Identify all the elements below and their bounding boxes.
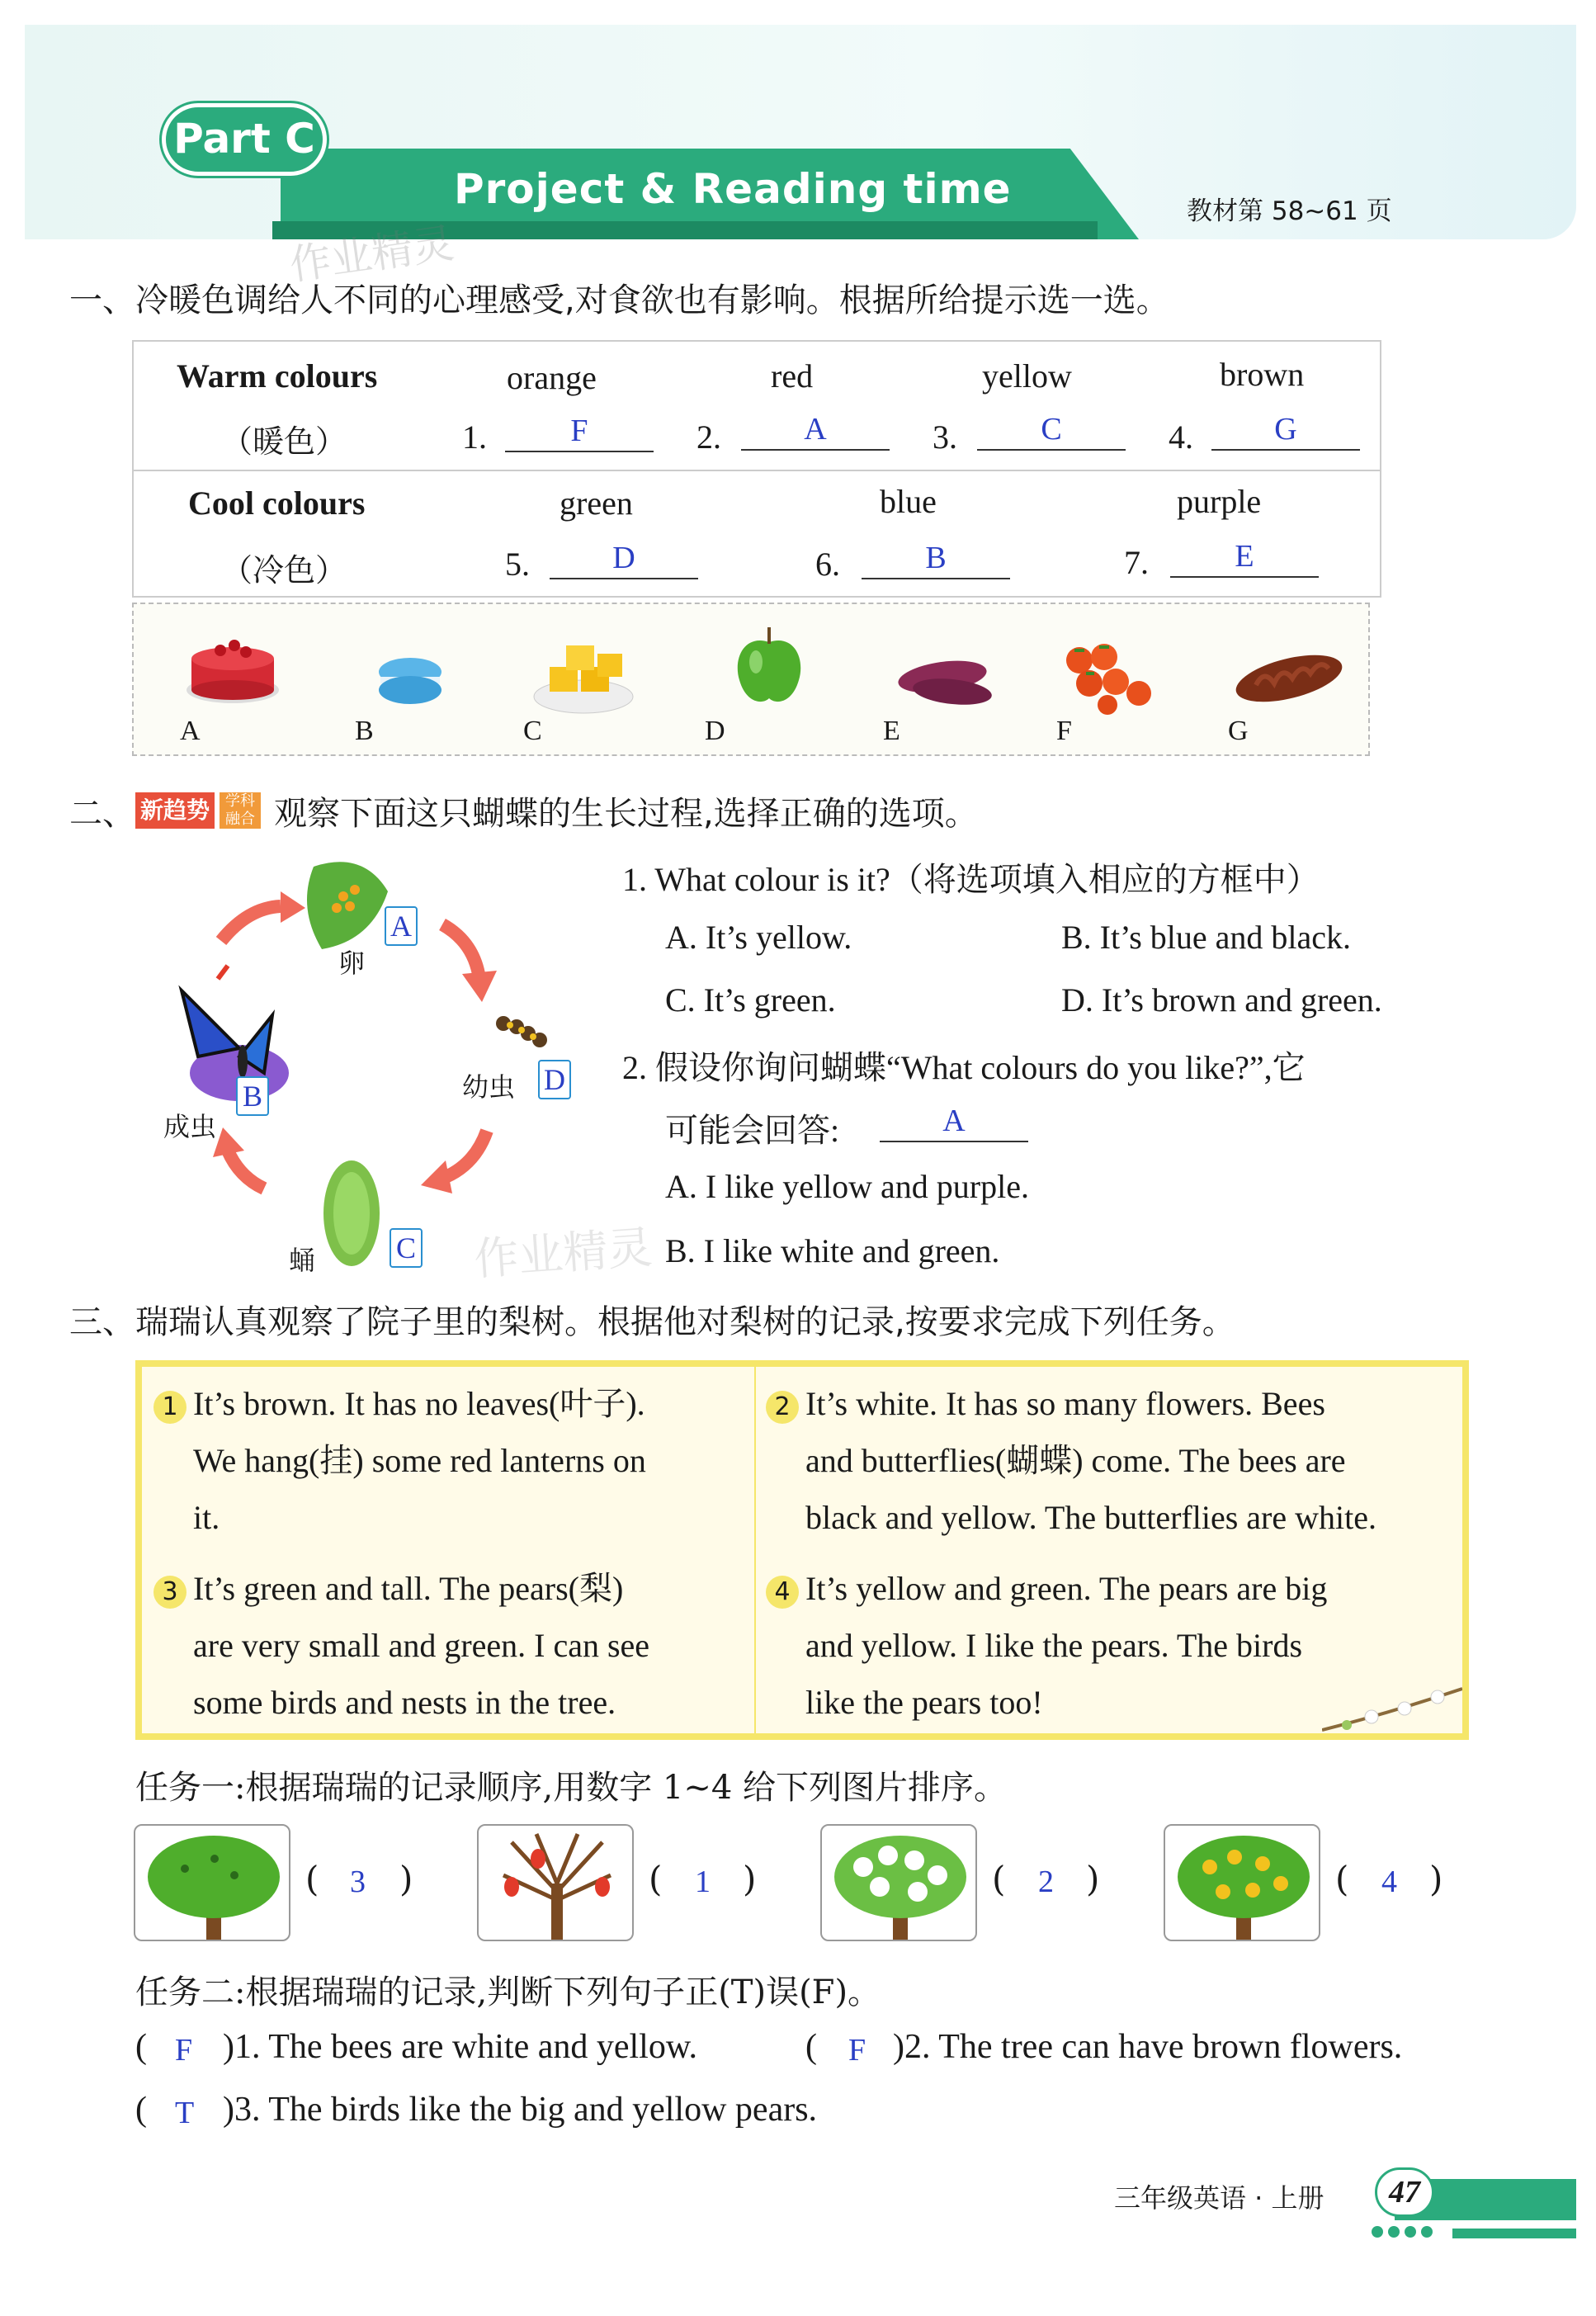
paren-close: ) — [1086, 1859, 1100, 1899]
task1-instruction: 任务一:根据瑞瑞的记录顺序,用数字 1~4 给下列图片排序。 — [135, 1769, 1008, 1807]
page-title: Project & Reading time — [454, 165, 1012, 213]
q1-option-d: D. It’s brown and green. — [1061, 981, 1382, 1019]
stage-box-larva[interactable]: D — [538, 1060, 571, 1099]
note-number: 4 — [766, 1576, 799, 1609]
note-line: and yellow. I like the pears. The birds — [805, 1627, 1303, 1664]
footer-dots — [1372, 2225, 1433, 2241]
observation-notes — [135, 1360, 1469, 1740]
tomatoes-icon — [1058, 636, 1165, 718]
stage-label-larva: 幼虫 — [462, 1071, 516, 1103]
warm-word: yellow — [982, 357, 1072, 395]
watermark-top: 作业精灵 — [286, 219, 457, 290]
note-1 — [153, 1375, 748, 1546]
q1-option-c: C. It’s green. — [665, 981, 836, 1019]
task2-instruction: 任务二:根据瑞瑞的记录,判断下列句子正(T)误(F)。 — [135, 1973, 881, 2011]
tf-answer[interactable]: T — [175, 2096, 195, 2130]
tree-picture-white — [820, 1824, 977, 1941]
cool-word: purple — [1177, 483, 1262, 520]
stage-label-pupa: 蛹 — [289, 1245, 316, 1276]
stage-label-egg: 卵 — [338, 948, 366, 979]
note-3 — [153, 1560, 748, 1731]
cake-icon — [183, 622, 282, 713]
item-number: 5. — [505, 546, 530, 583]
tf-paren-open: ( — [135, 2091, 147, 2129]
picture-label: A — [180, 716, 201, 746]
picture-label: D — [705, 716, 725, 746]
answer-blank[interactable]: B — [862, 540, 1010, 579]
answer-blank[interactable]: A — [741, 411, 890, 451]
paren-open: ( — [649, 1859, 663, 1899]
cheese-icon — [530, 634, 637, 716]
part-label: Part C — [162, 103, 327, 176]
note-line: it. — [193, 1499, 220, 1536]
tf-paren-open: ( — [135, 2028, 147, 2066]
order-answer[interactable]: 2 — [1038, 1865, 1054, 1899]
answer-blank[interactable]: C — [977, 411, 1126, 451]
note-line: some birds and nests in the tree. — [193, 1684, 616, 1721]
answer-blank[interactable]: D — [550, 540, 698, 579]
tf-answer[interactable]: F — [848, 2033, 866, 2068]
item-number: 4. — [1169, 418, 1193, 456]
tf-statement: )3. The birds like the big and yellow pears. — [223, 2091, 818, 2129]
food-picture-strip — [132, 603, 1370, 756]
q1-prompt: 1. What colour is it?（将选项填入相应的方框中） — [622, 861, 1320, 898]
blossom-branch-icon — [1322, 1680, 1462, 1738]
note-line: like the pears too! — [805, 1684, 1043, 1721]
order-answer[interactable]: 1 — [695, 1865, 711, 1899]
blossom-tree-icon — [822, 1826, 977, 1941]
section1-heading: 一、冷暖色调给人不同的心理感受,对食欲也有影响。根据所给提示选一选。 — [69, 281, 1169, 319]
stage-box-egg[interactable]: A — [385, 906, 418, 946]
warm-colours-cn: （暖色） — [221, 423, 347, 460]
apple-icon — [728, 622, 810, 713]
trend-badge-small: 学科融合 — [220, 792, 261, 829]
tf-statement: )2. The tree can have brown flowers. — [893, 2028, 1403, 2066]
item-number: 6. — [815, 546, 840, 583]
tf-answer[interactable]: F — [175, 2033, 193, 2068]
paren-close: ) — [743, 1859, 757, 1899]
green-tree-icon — [135, 1826, 290, 1941]
sweet-potato-icon — [893, 649, 1000, 715]
page-number: 47 — [1375, 2167, 1434, 2217]
bread-icon — [1231, 644, 1347, 710]
paren-open: ( — [992, 1859, 1006, 1899]
bare-tree-icon — [479, 1826, 634, 1941]
order-answer[interactable]: 3 — [350, 1865, 366, 1899]
note-line: We hang(挂) some red lanterns on — [193, 1442, 646, 1479]
note-line: black and yellow. The butterflies are white. — [805, 1499, 1376, 1536]
note-number: 1 — [153, 1391, 187, 1424]
item-number: 1. — [462, 418, 487, 456]
pear-tree-icon — [1165, 1826, 1320, 1941]
item-number: 2. — [696, 418, 721, 456]
cool-colours-label: Cool colours — [188, 484, 366, 522]
q2-option-b: B. I like white and green. — [665, 1232, 1000, 1269]
item-number: 7. — [1124, 544, 1149, 581]
answer-blank[interactable]: G — [1211, 411, 1360, 451]
warm-word: red — [771, 357, 814, 395]
macaron-icon — [373, 654, 447, 711]
tf-statement: )1. The bees are white and yellow. — [223, 2028, 697, 2066]
order-answer[interactable]: 4 — [1381, 1865, 1397, 1899]
section3-heading: 三、瑞瑞认真观察了院子里的梨树。根据他对梨树的记录,按要求完成下列任务。 — [69, 1303, 1235, 1341]
paren-close: ) — [399, 1859, 413, 1899]
answer-blank[interactable]: F — [505, 413, 654, 452]
note-number: 3 — [153, 1576, 187, 1609]
tf-paren-open: ( — [805, 2028, 817, 2066]
watermark-middle: 作业精灵 — [472, 1221, 654, 1286]
note-line: It’s brown. It has no leaves(叶子). — [193, 1385, 645, 1422]
footer-book-title: 三年级英语 · 上册 — [1114, 2182, 1324, 2214]
stage-box-adult[interactable]: B — [236, 1076, 269, 1116]
picture-label: C — [523, 716, 542, 746]
note-number: 2 — [766, 1391, 799, 1424]
footer-bar-line — [1452, 2229, 1576, 2238]
page-reference: 教材第 58~61 页 — [1187, 196, 1392, 226]
stage-box-pupa[interactable]: C — [390, 1228, 423, 1268]
warm-word: orange — [507, 359, 597, 396]
picture-label: F — [1056, 716, 1072, 746]
warm-word: brown — [1220, 356, 1305, 393]
note-line: It’s white. It has so many flowers. Bees — [805, 1385, 1325, 1422]
cool-word: green — [560, 484, 633, 522]
picture-label: G — [1228, 716, 1249, 746]
note-2 — [766, 1375, 1476, 1546]
picture-label: E — [883, 716, 900, 746]
picture-label: B — [355, 716, 374, 746]
note-line: are very small and green. I can see — [193, 1627, 650, 1664]
stage-label-adult: 成虫 — [163, 1111, 217, 1142]
note-line: It’s yellow and green. The pears are big — [805, 1570, 1328, 1607]
tree-picture-green — [134, 1824, 290, 1941]
section2-heading: 观察下面这只蝴蝶的生长过程,选择正确的选项。 — [274, 795, 978, 833]
cool-colours-cn: （冷色） — [221, 552, 347, 588]
colour-table — [132, 340, 1381, 598]
paren-open: ( — [1335, 1859, 1349, 1899]
tree-picture-bare — [477, 1824, 634, 1941]
trend-badge: 新趋势 — [135, 792, 215, 829]
paren-open: ( — [305, 1859, 319, 1899]
item-number: 3. — [933, 418, 957, 456]
q2-answer-blank[interactable]: A — [880, 1103, 1028, 1142]
table-divider — [134, 470, 1380, 471]
q2-prompt-cont: 可能会回答: — [665, 1112, 840, 1149]
tree-picture-pears — [1164, 1824, 1320, 1941]
q1-option-b: B. It’s blue and black. — [1061, 919, 1352, 956]
q1-option-a: A. It’s yellow. — [665, 919, 852, 956]
q2-option-a: A. I like yellow and purple. — [665, 1168, 1029, 1205]
note-line: and butterflies(蝴蝶) come. The bees are — [805, 1442, 1346, 1479]
answer-blank[interactable]: E — [1170, 538, 1319, 578]
notes-divider — [754, 1367, 756, 1733]
q2-prompt: 2. 假设你询问蝴蝶“What colours do you like?”,它 — [622, 1049, 1306, 1086]
cool-word: blue — [880, 483, 937, 520]
paren-close: ) — [1429, 1859, 1443, 1899]
warm-colours-label: Warm colours — [177, 357, 378, 395]
note-line: It’s green and tall. The pears(梨) — [193, 1570, 624, 1607]
section2-number: 二、 — [69, 795, 135, 833]
